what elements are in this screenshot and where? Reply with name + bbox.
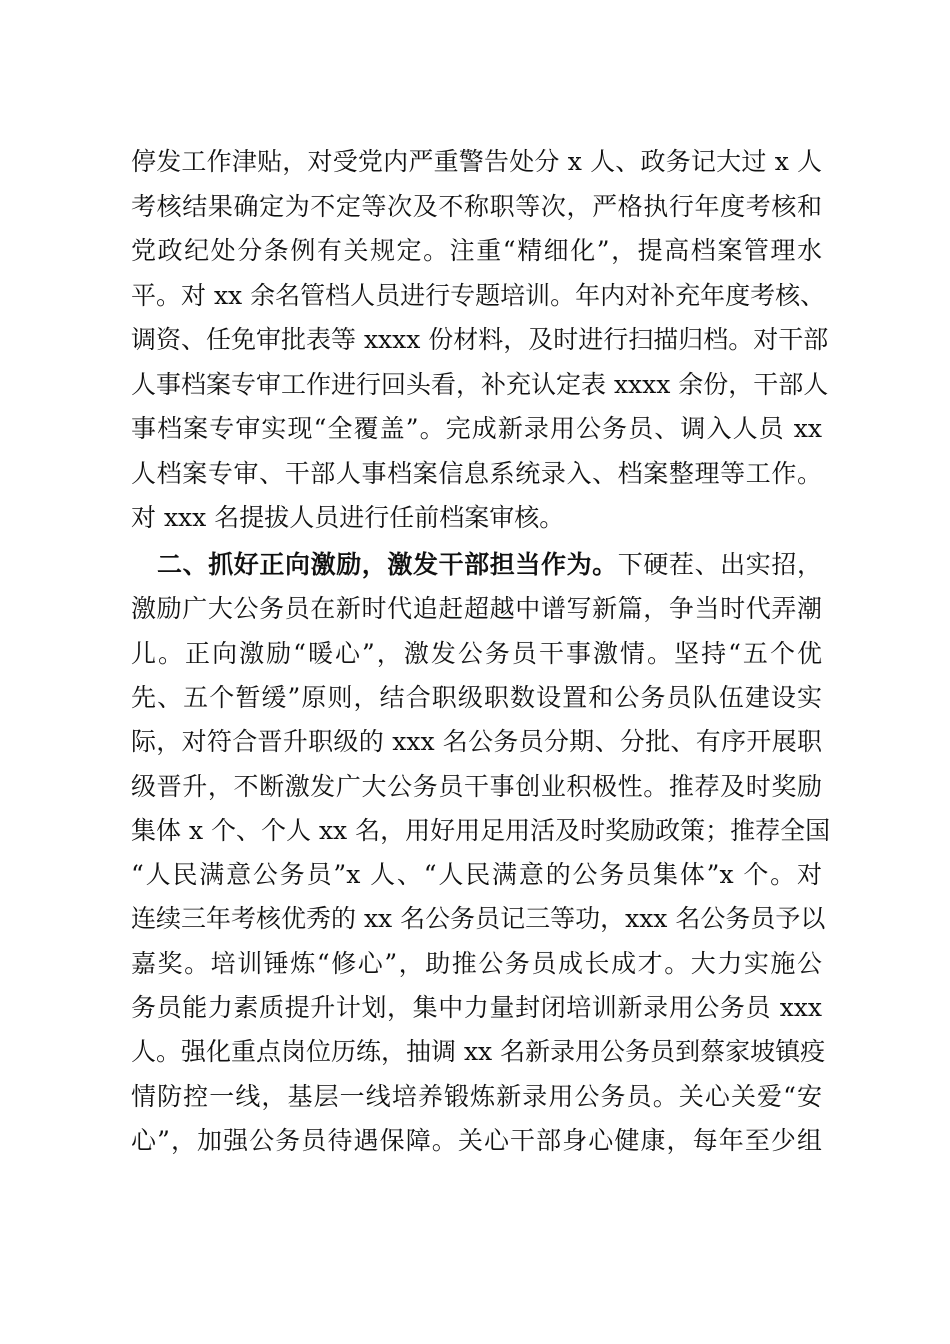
paragraph-line: 情防控一线，基层一线培养锻炼新录用公务员。关心关爱“安 bbox=[131, 1082, 822, 1111]
paragraph-line: 对 xxx 名提拔人员进行任前档案审核。 bbox=[131, 503, 565, 532]
paragraph-line: 事档案专审实现“全覆盖”。完成新录用公务员、调入人员 xx bbox=[131, 414, 822, 443]
paragraph-line: 平。对 xx 余名管档人员进行专题培训。年内对补充年度考核、 bbox=[131, 281, 826, 310]
paragraph-line: 激励广大公务员在新时代追赶超越中谱写新篇，争当时代弄潮 bbox=[131, 594, 822, 623]
paragraph-line: 人。强化重点岗位历练，抽调 xx 名新录用公务员到蔡家坡镇疫 bbox=[131, 1037, 826, 1066]
heading-continuation: 下硬茬、出实招， bbox=[617, 550, 822, 579]
paragraph-line: 级晋升，不断激发广大公务员干事创业积极性。推荐及时奖励 bbox=[131, 772, 822, 801]
paragraph-line: 际，对符合晋升职级的 xxx 名公务员分期、分批、有序开展职 bbox=[131, 727, 822, 756]
paragraph-line: 调资、任免审批表等 xxxx 份材料，及时进行扫描归档。对干部 bbox=[131, 325, 829, 354]
paragraph-line: 人档案专审、干部人事档案信息系统录入、档案整理等工作。 bbox=[131, 459, 822, 488]
paragraph-line: 停发工作津贴，对受党内严重警告处分 x 人、政务记大过 x 人 bbox=[131, 147, 822, 176]
paragraph-line: 考核结果确定为不定等次及不称职等次，严格执行年度考核和 bbox=[131, 192, 822, 221]
section-heading: 二、抓好正向激励，激发干部担当作为。 bbox=[157, 550, 618, 579]
paragraph-line: 务员能力素质提升计划，集中力量封闭培训新录用公务员 xxx bbox=[131, 993, 822, 1022]
section-heading-line bbox=[157, 548, 822, 582]
paragraph-line: 人事档案专审工作进行回头看，补充认定表 xxxx 余份，干部人 bbox=[131, 370, 829, 399]
paragraph-line: 党政纪处分条例有关规定。注重“精细化”，提高档案管理水 bbox=[131, 236, 822, 265]
paragraph-line: 儿。正向激励“暖心”，激发公务员干事激情。坚持“五个优 bbox=[131, 639, 822, 668]
paragraph-line: 连续三年考核优秀的 xx 名公务员记三等功，xxx 名公务员予以 bbox=[131, 904, 826, 933]
paragraph-line: 先、五个暂缓”原则，结合职级职数设置和公务员队伍建设实 bbox=[131, 683, 822, 712]
paragraph-line: 心”，加强公务员待遇保障。关心干部身心健康，每年至少组 bbox=[131, 1126, 822, 1155]
paragraph-line: “人民满意公务员”x 人、“人民满意的公务员集体”x 个。对 bbox=[131, 860, 822, 889]
paragraph-line: 嘉奖。培训锤炼“修心”，助推公务员成长成才。大力实施公 bbox=[131, 949, 822, 978]
paragraph-line: 集体 x 个、个人 xx 名，用好用足用活及时奖励政策；推荐全国 bbox=[131, 816, 831, 845]
